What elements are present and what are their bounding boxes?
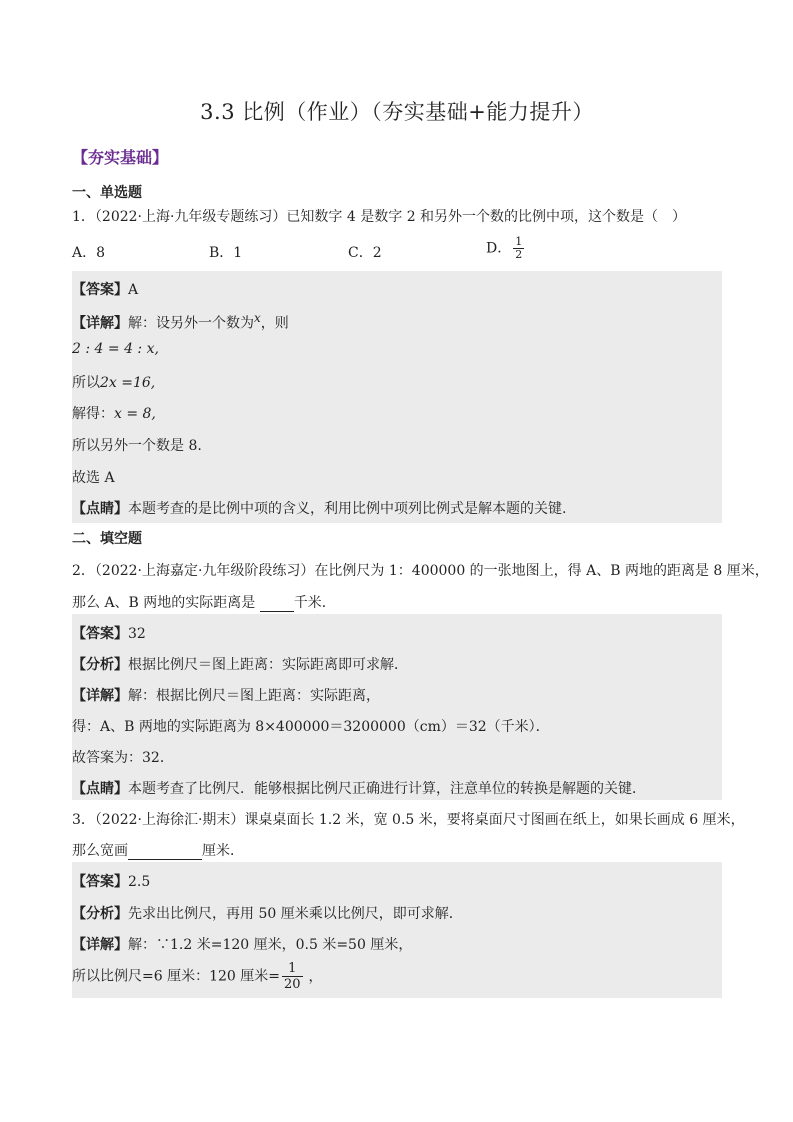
q1-answer: 【答案】A xyxy=(72,282,139,298)
q3-detail-line-2: 所以比例尺=6 厘米：120 厘米= $\frac{1}{20}$ ， xyxy=(72,961,323,992)
part1-heading: 一、单选题 xyxy=(72,185,142,201)
q3-detail-line-1: 【详解】解：∵1.2 米=120 厘米，0.5 米=50 厘米， xyxy=(72,937,413,953)
q2-detail-line-2: 得：A、B 两地的实际距离为 8×400000＝3200000（cm）＝32（千米）． xyxy=(72,719,550,735)
q1-stem: 1．（2022·上海·九年级专题练习）已知数字 4 是数字 2 和另外一个数的比例中项，这个数是（ ） xyxy=(72,209,687,225)
fraction: $\frac{1}{20}$ xyxy=(284,961,301,992)
q2-detail-line-1: 【详解】解：根据比例尺＝图上距离：实际距离， xyxy=(72,688,380,704)
q3-stem-2: 那么宽画 厘米． xyxy=(72,843,244,859)
q1-equation-2: 所以2x =16, xyxy=(72,375,156,391)
section-tag: 【夯实基础】 xyxy=(72,148,169,167)
q1-option-d-label: D． xyxy=(486,240,512,257)
q2-analysis: 【分析】根据比例尺＝图上距离：实际距离即可求解． xyxy=(72,657,408,673)
q2-detail-line-3: 故答案为：32． xyxy=(72,750,174,766)
q1-equation-1: 2 : 4 = 4 : x, xyxy=(72,341,159,357)
answer-blank xyxy=(128,843,202,860)
q1-option-b: B．1 xyxy=(209,245,243,261)
q3-stem-1: 3．（2022·上海徐汇·期末）课桌桌面长 1.2 米，宽 0.5 米，要将桌面尺寸图画在纸上，如果长画成 6 厘米， xyxy=(72,812,745,828)
q1-detail-line-5: 故选 A xyxy=(72,470,115,486)
q1-solution-box xyxy=(72,271,722,523)
q1-equation-3: 解得：x = 8, xyxy=(72,406,156,422)
q1-option-d xyxy=(486,236,524,261)
q3-answer: 【答案】2.5 xyxy=(72,874,151,890)
q2-stem-1: 2．（2022·上海嘉定·九年级阶段练习）在比例尺为 1：400000 的一张地图上，得 A、B 两地的距离是 8 厘米， xyxy=(72,563,769,579)
part2-heading: 二、填空题 xyxy=(72,531,142,547)
q2-solution-box xyxy=(72,614,722,800)
q1-option-a: A．8 xyxy=(72,245,106,261)
page-title: 3.3 比例（作业）（夯实基础+能力提升） xyxy=(200,100,594,124)
q1-detail-line-1: 【详解】解：设另外一个数为x，则 xyxy=(72,311,289,332)
q1-comment: 【点睛】本题考查的是比例中项的含义，利用比例中项列比例式是解本题的关键. xyxy=(72,501,567,517)
q2-answer: 【答案】32 xyxy=(72,626,146,642)
q1-option-c: C．2 xyxy=(348,245,382,261)
q3-analysis: 【分析】先求出比例尺，再用 50 厘米乘以比例尺，即可求解． xyxy=(72,906,463,922)
q2-stem-2: 那么 A、B 两地的实际距离是 千米． xyxy=(72,595,336,611)
fraction: $\frac{1}{2}$ xyxy=(515,235,523,261)
q2-comment: 【点睛】本题考查了比例尺．能够根据比例尺正确进行计算，注意单位的转换是解题的关键． xyxy=(72,781,646,797)
answer-blank xyxy=(260,595,294,612)
q1-detail-line-4: 所以另外一个数是 8. xyxy=(72,438,202,454)
